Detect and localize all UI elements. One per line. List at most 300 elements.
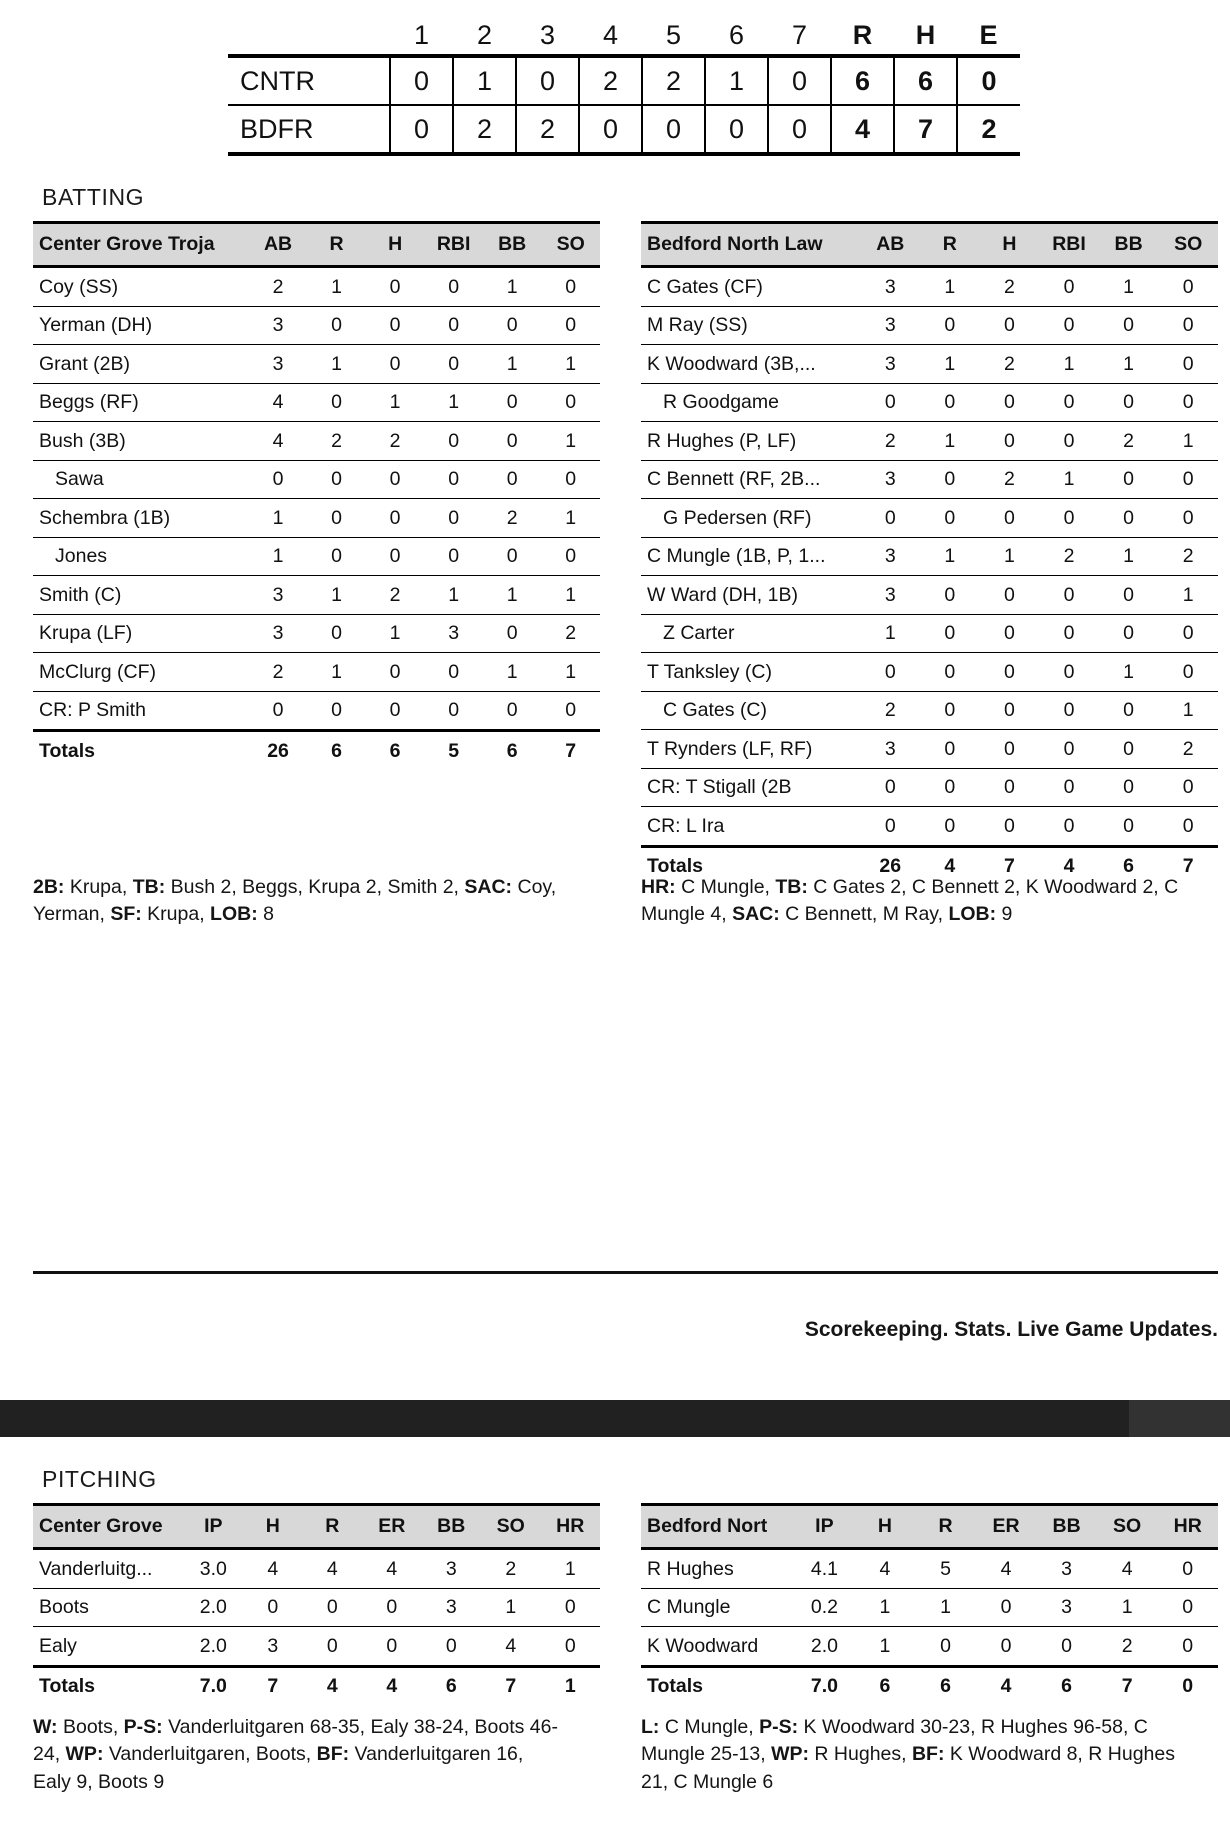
stat-value: 0 bbox=[424, 306, 483, 345]
inning-number-header: 4 bbox=[579, 16, 642, 56]
player-row bbox=[641, 306, 1218, 345]
batting-notes-away: 2B: Krupa, TB: Bush 2, Beggs, Krupa 2, Smith 2, SAC: Coy, Yerman, SF: Krupa, LOB: 8 bbox=[33, 876, 557, 926]
totals-value: 7 bbox=[243, 1666, 302, 1705]
stat-column-header: SO bbox=[541, 223, 600, 267]
stat-value: 0 bbox=[483, 691, 542, 731]
note-stat-label: SAC: bbox=[732, 903, 780, 926]
stat-value: 0 bbox=[1158, 653, 1218, 692]
stat-value: 3 bbox=[860, 537, 920, 576]
stat-value: 0 bbox=[920, 383, 980, 422]
stat-value: 0 bbox=[541, 267, 600, 307]
totals-value: 7.0 bbox=[794, 1666, 855, 1705]
pitching-notes-row bbox=[33, 1714, 1218, 1796]
stat-column-header: H bbox=[366, 223, 425, 267]
stat-column-header: HR bbox=[540, 1505, 600, 1549]
stat-value: 1 bbox=[920, 345, 980, 384]
player-row bbox=[641, 383, 1218, 422]
note-stat-label: SF: bbox=[110, 903, 142, 926]
summary-value-cell: 6 bbox=[831, 56, 894, 105]
stat-value: 0 bbox=[424, 345, 483, 384]
stat-value: 0 bbox=[1099, 614, 1159, 653]
stat-value: 0 bbox=[303, 1627, 362, 1667]
stat-value: 0 bbox=[362, 1588, 421, 1627]
stat-value: 3 bbox=[243, 1627, 302, 1667]
stat-value: 1 bbox=[307, 345, 366, 384]
stat-value: 0 bbox=[980, 306, 1040, 345]
stats-header-row bbox=[641, 223, 1218, 267]
player-name: Z Carter bbox=[641, 614, 860, 653]
note-stat-label: 2B: bbox=[33, 876, 65, 898]
player-row bbox=[641, 730, 1218, 769]
stat-value: 0 bbox=[860, 807, 920, 847]
player-row bbox=[33, 267, 600, 307]
player-row bbox=[641, 1627, 1218, 1667]
stat-value: 0 bbox=[366, 460, 425, 499]
stat-value: 3 bbox=[860, 576, 920, 615]
stat-value: 3 bbox=[1036, 1549, 1097, 1589]
stat-value: 1 bbox=[483, 345, 542, 384]
player-name: M Ray (SS) bbox=[641, 306, 860, 345]
stat-column-header: IP bbox=[184, 1505, 243, 1549]
stat-value: 1 bbox=[541, 499, 600, 538]
inning-number-header: 2 bbox=[453, 16, 516, 56]
stat-value: 0 bbox=[976, 1588, 1037, 1627]
stat-value: 2 bbox=[860, 422, 920, 461]
totals-value: 6 bbox=[483, 731, 542, 770]
totals-value: 0 bbox=[1157, 1666, 1218, 1705]
stat-value: 2 bbox=[1158, 537, 1218, 576]
stat-value: 2 bbox=[483, 499, 542, 538]
stat-value: 2 bbox=[980, 460, 1040, 499]
stat-value: 0 bbox=[860, 768, 920, 807]
inning-runs-cell: 0 bbox=[705, 105, 768, 154]
stat-value: 1 bbox=[920, 422, 980, 461]
stat-value: 4 bbox=[1097, 1549, 1158, 1589]
stat-value: 4 bbox=[362, 1549, 421, 1589]
stat-value: 0 bbox=[540, 1627, 600, 1667]
stat-value: 0 bbox=[920, 768, 980, 807]
player-name: CR: T Stigall (2B bbox=[641, 768, 860, 807]
stat-value: 1 bbox=[855, 1588, 916, 1627]
totals-label: Totals bbox=[641, 846, 860, 885]
stat-value: 0 bbox=[1099, 730, 1159, 769]
player-row bbox=[641, 653, 1218, 692]
stat-value: 3 bbox=[1036, 1588, 1097, 1627]
totals-value: 7 bbox=[1158, 846, 1218, 885]
stat-value: 0 bbox=[1039, 383, 1099, 422]
inning-runs-cell: 2 bbox=[579, 56, 642, 105]
stat-value: 0 bbox=[424, 267, 483, 307]
player-row bbox=[33, 499, 600, 538]
batting-table-home bbox=[641, 221, 1218, 885]
stat-value: 0 bbox=[307, 537, 366, 576]
stats-header-row bbox=[33, 223, 600, 267]
totals-value: 4 bbox=[976, 1666, 1037, 1705]
player-name: CR: P Smith bbox=[33, 691, 249, 731]
stat-value: 4 bbox=[249, 383, 308, 422]
section-divider-line bbox=[33, 1271, 1218, 1274]
totals-value: 26 bbox=[860, 846, 920, 885]
player-name: Beggs (RF) bbox=[33, 383, 249, 422]
inning-number-header: 3 bbox=[516, 16, 579, 56]
stat-value: 2 bbox=[366, 422, 425, 461]
player-name: Sawa bbox=[33, 460, 249, 499]
player-name: C Gates (CF) bbox=[641, 267, 860, 307]
stat-value: 0 bbox=[1039, 768, 1099, 807]
stat-value: 4 bbox=[481, 1627, 540, 1667]
stat-value: 0 bbox=[915, 1627, 976, 1667]
stat-value: 4 bbox=[855, 1549, 916, 1589]
stat-column-header: AB bbox=[860, 223, 920, 267]
stat-column-header: HR bbox=[1157, 1505, 1218, 1549]
stat-column-header: R bbox=[915, 1505, 976, 1549]
stat-column-header: BB bbox=[483, 223, 542, 267]
stat-value: 0 bbox=[860, 383, 920, 422]
stat-value: 0 bbox=[1099, 768, 1159, 807]
stat-value: 0 bbox=[920, 576, 980, 615]
stat-column-header: H bbox=[855, 1505, 916, 1549]
stat-value: 0 bbox=[307, 383, 366, 422]
player-row bbox=[33, 576, 600, 615]
stat-value: 1 bbox=[483, 576, 542, 615]
stat-value: 2 bbox=[1097, 1627, 1158, 1667]
player-name: G Pedersen (RF) bbox=[641, 499, 860, 538]
stat-value: 0 bbox=[303, 1588, 362, 1627]
inning-number-header: 1 bbox=[390, 16, 453, 56]
totals-value: 7 bbox=[541, 731, 600, 770]
stat-value: 3 bbox=[422, 1588, 481, 1627]
player-name: Coy (SS) bbox=[33, 267, 249, 307]
stat-value: 2.0 bbox=[184, 1627, 243, 1667]
player-row bbox=[641, 1588, 1218, 1627]
stat-value: 0 bbox=[920, 460, 980, 499]
stat-value: 0 bbox=[980, 691, 1040, 730]
stat-value: 0 bbox=[860, 499, 920, 538]
player-name: Vanderluitg... bbox=[33, 1549, 184, 1589]
player-name: C Mungle (1B, P, 1... bbox=[641, 537, 860, 576]
player-row bbox=[641, 422, 1218, 461]
stat-value: 1 bbox=[540, 1549, 600, 1589]
linescore-team-row bbox=[228, 56, 1020, 105]
team-abbreviation: CNTR bbox=[228, 56, 390, 105]
player-row bbox=[33, 422, 600, 461]
totals-value: 7 bbox=[980, 846, 1040, 885]
player-row bbox=[33, 691, 600, 731]
player-name: McClurg (CF) bbox=[33, 653, 249, 692]
stat-value: 2 bbox=[1158, 730, 1218, 769]
summary-value-cell: 4 bbox=[831, 105, 894, 154]
stat-value: 0 bbox=[980, 768, 1040, 807]
note-stat-label: SAC: bbox=[464, 876, 513, 898]
totals-label: Totals bbox=[641, 1666, 794, 1705]
stat-value: 0 bbox=[541, 537, 600, 576]
stat-value: 1 bbox=[424, 576, 483, 615]
pitching-notes-home: L: C Mungle, P-S: K Woodward 30-23, R Hughes 96-58, C Mungle 25-13, WP: R Hughes, BF: K Woodward 8, R Hughes 21, C Mungle 6 bbox=[641, 1716, 1175, 1793]
summary-value-cell: 7 bbox=[894, 105, 957, 154]
stat-value: 2.0 bbox=[184, 1588, 243, 1627]
stat-column-header: BB bbox=[1036, 1505, 1097, 1549]
stat-value: 2 bbox=[980, 267, 1040, 307]
totals-value: 6 bbox=[1099, 846, 1159, 885]
stat-value: 0 bbox=[980, 807, 1040, 847]
pitching-table-away bbox=[33, 1503, 600, 1705]
stat-value: 0 bbox=[1099, 460, 1159, 499]
team-name-header: Bedford North Law bbox=[641, 223, 860, 267]
stat-value: 1 bbox=[541, 345, 600, 384]
player-row bbox=[33, 1588, 600, 1627]
stat-value: 1 bbox=[483, 267, 542, 307]
batting-notes-row bbox=[33, 874, 1218, 929]
stat-value: 0 bbox=[483, 460, 542, 499]
batting-tables-row bbox=[33, 221, 1218, 885]
team-name-header: Center Grove bbox=[33, 1505, 184, 1549]
stat-value: 0 bbox=[920, 614, 980, 653]
totals-label: Totals bbox=[33, 1666, 184, 1705]
inning-runs-cell: 0 bbox=[390, 105, 453, 154]
player-name: R Hughes bbox=[641, 1549, 794, 1589]
stat-value: 0 bbox=[976, 1627, 1037, 1667]
inning-runs-cell: 0 bbox=[642, 105, 705, 154]
player-name: Jones bbox=[33, 537, 249, 576]
stat-value: 0 bbox=[243, 1588, 302, 1627]
stat-value: 0 bbox=[1039, 730, 1099, 769]
stat-value: 3 bbox=[249, 614, 308, 653]
footer-brand-bar bbox=[0, 1400, 1230, 1437]
stat-value: 5 bbox=[915, 1549, 976, 1589]
linescore-header-row bbox=[228, 16, 1020, 56]
player-row bbox=[33, 653, 600, 692]
stat-value: 4 bbox=[303, 1549, 362, 1589]
stats-header-row bbox=[33, 1505, 600, 1549]
stat-value: 0 bbox=[424, 422, 483, 461]
stat-value: 1 bbox=[249, 537, 308, 576]
player-row bbox=[641, 807, 1218, 847]
stat-value: 1 bbox=[541, 653, 600, 692]
stat-value: 0 bbox=[980, 499, 1040, 538]
player-name: T Tanksley (C) bbox=[641, 653, 860, 692]
note-stat-label: HR: bbox=[641, 876, 676, 898]
pitching-table-home-wrap bbox=[641, 1503, 1218, 1705]
linescore-team-row bbox=[228, 105, 1020, 154]
inning-runs-cell: 0 bbox=[579, 105, 642, 154]
stat-value: 0 bbox=[366, 691, 425, 731]
player-name: Grant (2B) bbox=[33, 345, 249, 384]
stat-value: 0 bbox=[920, 306, 980, 345]
stat-value: 1 bbox=[481, 1588, 540, 1627]
stat-value: 1 bbox=[366, 614, 425, 653]
stat-value: 0 bbox=[424, 499, 483, 538]
stat-value: 0 bbox=[980, 730, 1040, 769]
stat-value: 2 bbox=[541, 614, 600, 653]
app-tagline: Scorekeeping. Stats. Live Game Updates. bbox=[804, 1318, 1218, 1341]
totals-row bbox=[33, 731, 600, 770]
note-stat-label: BF: bbox=[911, 1743, 945, 1766]
player-row bbox=[641, 345, 1218, 384]
stat-value: 1 bbox=[1039, 460, 1099, 499]
totals-value: 4 bbox=[303, 1666, 362, 1705]
player-row bbox=[33, 306, 600, 345]
totals-value: 6 bbox=[855, 1666, 916, 1705]
linescore-table bbox=[228, 16, 1020, 156]
player-name: Schembra (1B) bbox=[33, 499, 249, 538]
stat-value: 1 bbox=[424, 383, 483, 422]
player-name: Krupa (LF) bbox=[33, 614, 249, 653]
totals-label: Totals bbox=[33, 731, 249, 770]
stat-value: 0 bbox=[424, 460, 483, 499]
totals-value: 26 bbox=[249, 731, 308, 770]
inning-runs-cell: 1 bbox=[453, 56, 516, 105]
player-row bbox=[33, 345, 600, 384]
stat-value: 0 bbox=[541, 691, 600, 731]
totals-value: 6 bbox=[1036, 1666, 1097, 1705]
totals-row bbox=[33, 1666, 600, 1705]
stat-value: 0 bbox=[483, 306, 542, 345]
stat-value: 1 bbox=[541, 422, 600, 461]
stat-value: 0 bbox=[1158, 267, 1218, 307]
note-stat-label: L: bbox=[641, 1716, 660, 1738]
player-row bbox=[641, 691, 1218, 730]
stat-value: 0 bbox=[1158, 383, 1218, 422]
stat-value: 0 bbox=[366, 306, 425, 345]
inning-runs-cell: 0 bbox=[768, 105, 831, 154]
stat-value: 0 bbox=[307, 460, 366, 499]
totals-value: 4 bbox=[920, 846, 980, 885]
stat-value: 0 bbox=[1099, 576, 1159, 615]
totals-value: 4 bbox=[1039, 846, 1099, 885]
stats-header-row bbox=[641, 1505, 1218, 1549]
stat-column-header: SO bbox=[481, 1505, 540, 1549]
batting-notes-home: HR: C Mungle, TB: C Gates 2, C Bennett 2, K Woodward 2, C Mungle 4, SAC: C Bennett, M Ray, LOB: 9 bbox=[641, 876, 1179, 926]
stat-value: 2 bbox=[307, 422, 366, 461]
summary-value-cell: 6 bbox=[894, 56, 957, 105]
stat-value: 0 bbox=[424, 691, 483, 731]
player-name: C Mungle bbox=[641, 1588, 794, 1627]
totals-value: 1 bbox=[540, 1666, 600, 1705]
stat-value: 3 bbox=[249, 306, 308, 345]
player-row bbox=[33, 460, 600, 499]
stat-value: 4 bbox=[243, 1549, 302, 1589]
stat-value: 1 bbox=[860, 614, 920, 653]
stat-value: 3 bbox=[860, 730, 920, 769]
pitching-table-home bbox=[641, 1503, 1218, 1705]
stat-value: 0 bbox=[860, 653, 920, 692]
stat-column-header: R bbox=[307, 223, 366, 267]
summary-value-cell: 0 bbox=[957, 56, 1020, 105]
inning-number-header: 7 bbox=[768, 16, 831, 56]
stat-column-header: RBI bbox=[424, 223, 483, 267]
stat-value: 0 bbox=[307, 499, 366, 538]
stat-value: 0 bbox=[541, 383, 600, 422]
stat-value: 0 bbox=[1039, 576, 1099, 615]
player-name: Boots bbox=[33, 1588, 184, 1627]
stat-value: 0 bbox=[1039, 267, 1099, 307]
stat-value: 0 bbox=[424, 653, 483, 692]
stat-value: 4 bbox=[249, 422, 308, 461]
stat-value: 0 bbox=[920, 730, 980, 769]
stat-value: 0 bbox=[1099, 691, 1159, 730]
team-abbreviation: BDFR bbox=[228, 105, 390, 154]
stat-value: 1 bbox=[1158, 576, 1218, 615]
stat-value: 0 bbox=[980, 422, 1040, 461]
stat-value: 0 bbox=[1099, 383, 1159, 422]
stat-value: 2 bbox=[1099, 422, 1159, 461]
pitching-table-away-wrap bbox=[33, 1503, 600, 1705]
linescore-summary-header: E bbox=[957, 16, 1020, 56]
player-row bbox=[641, 768, 1218, 807]
note-stat-label: TB: bbox=[775, 876, 808, 898]
note-stat-label: LOB: bbox=[948, 903, 997, 926]
stat-value: 0 bbox=[1039, 422, 1099, 461]
player-row bbox=[33, 383, 600, 422]
stat-value: 0 bbox=[249, 460, 308, 499]
stat-column-header: ER bbox=[362, 1505, 421, 1549]
stat-value: 0.2 bbox=[794, 1588, 855, 1627]
stat-value: 1 bbox=[249, 499, 308, 538]
stat-value: 0 bbox=[980, 614, 1040, 653]
stat-value: 0 bbox=[920, 807, 980, 847]
stat-value: 0 bbox=[920, 499, 980, 538]
player-row bbox=[33, 537, 600, 576]
stat-value: 0 bbox=[1039, 691, 1099, 730]
note-stat-label: BF: bbox=[316, 1743, 350, 1766]
stat-value: 0 bbox=[1158, 807, 1218, 847]
player-name: Bush (3B) bbox=[33, 422, 249, 461]
stat-value: 1 bbox=[1099, 345, 1159, 384]
player-name: R Hughes (P, LF) bbox=[641, 422, 860, 461]
stat-value: 0 bbox=[366, 653, 425, 692]
stat-value: 3 bbox=[424, 614, 483, 653]
player-name: Smith (C) bbox=[33, 576, 249, 615]
player-row bbox=[33, 614, 600, 653]
stat-value: 3 bbox=[860, 345, 920, 384]
stat-value: 2 bbox=[980, 345, 1040, 384]
stat-value: 1 bbox=[1097, 1588, 1158, 1627]
stat-value: 2 bbox=[249, 267, 308, 307]
stat-value: 2.0 bbox=[794, 1627, 855, 1667]
stat-column-header: R bbox=[920, 223, 980, 267]
batting-section-title: BATTING bbox=[42, 184, 145, 210]
player-row bbox=[641, 460, 1218, 499]
totals-value: 7 bbox=[481, 1666, 540, 1705]
stat-value: 0 bbox=[1157, 1627, 1218, 1667]
stat-value: 1 bbox=[541, 576, 600, 615]
player-name: K Woodward bbox=[641, 1627, 794, 1667]
stat-value: 0 bbox=[366, 345, 425, 384]
stat-value: 0 bbox=[920, 691, 980, 730]
player-row bbox=[641, 537, 1218, 576]
stat-value: 0 bbox=[1039, 614, 1099, 653]
stat-value: 0 bbox=[1036, 1627, 1097, 1667]
stat-value: 0 bbox=[1158, 614, 1218, 653]
totals-value: 7.0 bbox=[184, 1666, 243, 1705]
stat-value: 1 bbox=[1099, 537, 1159, 576]
note-stat-label: P-S: bbox=[123, 1716, 163, 1738]
stat-value: 0 bbox=[483, 614, 542, 653]
stat-value: 0 bbox=[1099, 499, 1159, 538]
player-name: Yerman (DH) bbox=[33, 306, 249, 345]
stat-value: 2 bbox=[1039, 537, 1099, 576]
player-name: C Gates (C) bbox=[641, 691, 860, 730]
pitching-section-title: PITCHING bbox=[42, 1466, 157, 1492]
batting-table-away-wrap bbox=[33, 221, 600, 770]
linescore-corner bbox=[228, 16, 390, 56]
stat-value: 3 bbox=[249, 345, 308, 384]
player-row bbox=[641, 576, 1218, 615]
inning-number-header: 5 bbox=[642, 16, 705, 56]
player-row bbox=[641, 614, 1218, 653]
stat-column-header: AB bbox=[249, 223, 308, 267]
stat-value: 0 bbox=[1039, 807, 1099, 847]
